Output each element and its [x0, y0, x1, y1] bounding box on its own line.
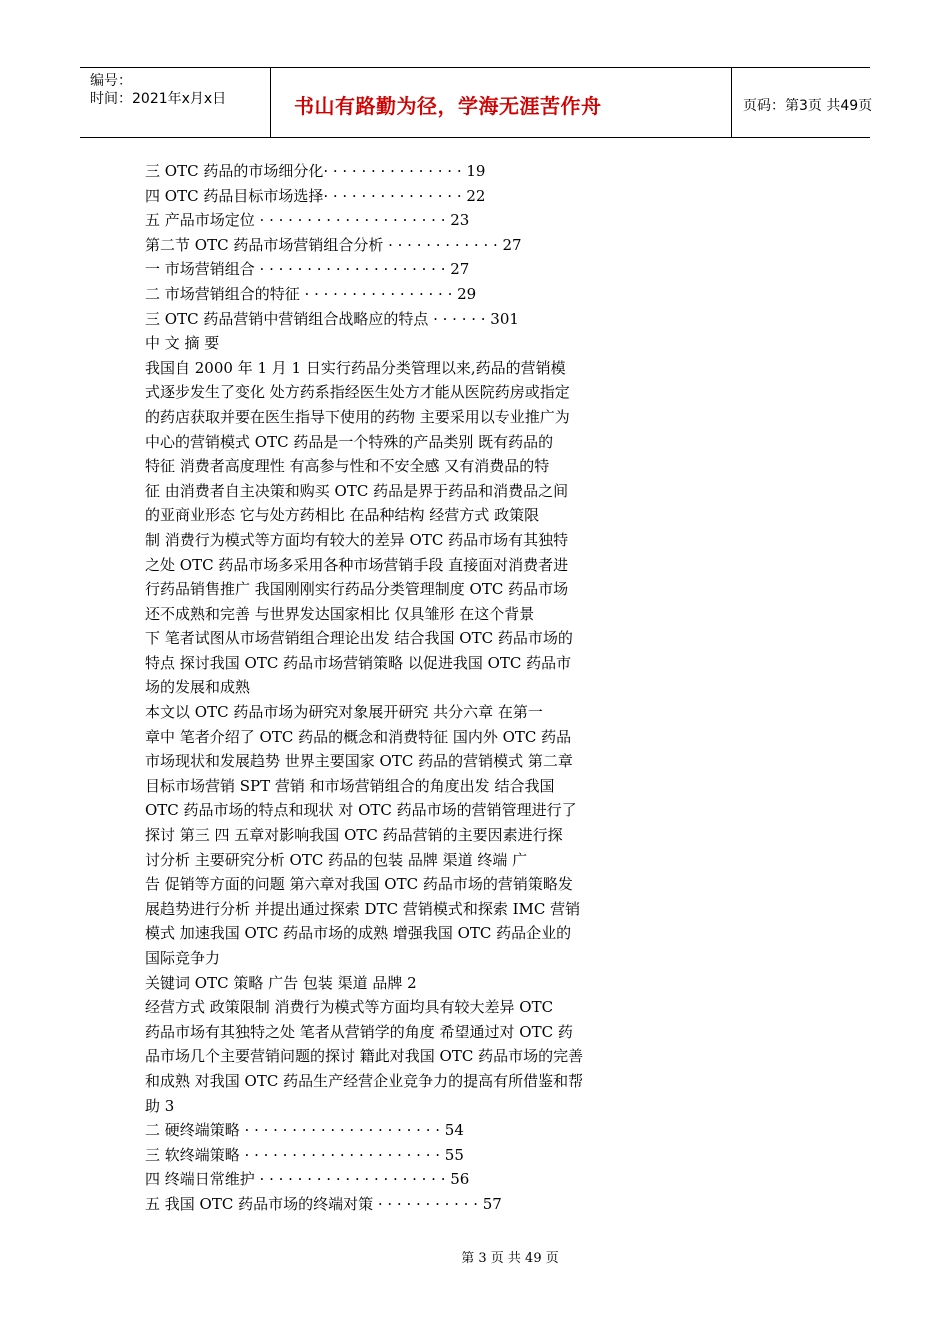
text-line: 四 OTC 药品目标市场选择· · · · · · · · · · · · · · · 22 [145, 186, 486, 205]
text-line: 行药品销售推广 我国刚刚实行药品分类管理制度 OTC 药品市场 [145, 580, 569, 599]
text-line: 第二节 OTC 药品市场营销组合分析 · · · · · · · · · · · · 27 [145, 235, 522, 254]
text-line: 之处 OTC 药品市场多采用各种市场营销手段 直接面对消费者进 [145, 555, 569, 574]
text-line: 一 市场营销组合 · · · · · · · · · · · · · · · · · · · · 27 [145, 260, 470, 279]
page-footer [0, 1247, 950, 1266]
header-motto: 书山有路勤为径，学海无涯苦作舟 [294, 94, 602, 118]
text-line: 模式 加速我国 OTC 药品市场的成熟 增强我国 OTC 药品企业的 [145, 924, 572, 943]
text-line: 二 市场营销组合的特征 · · · · · · · · · · · · · · · · 29 [145, 284, 477, 303]
text-line: 品市场几个主要营销问题的探讨 籍此对我国 OTC 药品市场的完善 [145, 1047, 584, 1066]
text-line: 五 产品市场定位 · · · · · · · · · · · · · · · · · · · · 23 [145, 211, 470, 230]
text-line: 还不成熟和完善 与世界发达国家相比 仅具雏形 在这个背景 [145, 604, 535, 623]
text-line: 我国自 2000 年 1 月 1 日实行药品分类管理以来,药品的营销模 [145, 358, 566, 377]
text-line: 征 由消费者自主决策和购买 OTC 药品是界于药品和消费品之间 [145, 481, 569, 500]
text-line: 助 3 [145, 1096, 175, 1115]
text-line: 的亚商业形态 它与处方药相比 在品种结构 经营方式 政策限 [145, 506, 540, 525]
text-line: 式逐步发生了变化 处方药系指经医生处方才能从医院药房或指定 [145, 383, 570, 402]
text-line: 三 OTC 药品的市场细分化· · · · · · · · · · · · · · · 19 [145, 162, 486, 180]
text-line: 目标市场营销 SPT 营销 和市场营销组合的角度出发 结合我国 [145, 776, 555, 795]
header-page-info: 页码：第3页 共49页 [743, 98, 873, 114]
text-line: 国际竞争力 [145, 949, 221, 967]
text-line: 制 消费行为模式等方面均有较大的差异 OTC 药品市场有其独特 [145, 530, 569, 549]
document-body [145, 159, 645, 1217]
text-line: 特点 探讨我国 OTC 药品市场营销策略 以促进我国 OTC 药品市 [145, 653, 572, 672]
header-motto-cell [270, 68, 732, 137]
text-line: 市场现状和发展趋势 世界主要国家 OTC 药品的营销模式 第二章 [145, 752, 573, 771]
text-line: 三 OTC 药品营销中营销组合战略应的特点 · · · · · · 301 [145, 309, 519, 328]
text-line: 场的发展和成熟 [145, 678, 251, 697]
serial-label: 编号： [90, 73, 132, 89]
text-line: 四 终端日常维护 · · · · · · · · · · · · · · · · · · · · 56 [145, 1170, 470, 1189]
text-line: 二 硬终端策略 · · · · · · · · · · · · · · · · · · · · · 54 [145, 1121, 464, 1140]
text-line: 本文以 OTC 药品市场为研究对象展开研究 共分六章 在第一 [145, 703, 543, 722]
text-line: 探讨 第三 四 五章对影响我国 OTC 药品营销的主要因素进行探 [145, 826, 563, 845]
time-label: 时间：2021年x月x日 [90, 91, 227, 107]
text-line: 下 笔者试图从市场营销组合理论出发 结合我国 OTC 药品市场的 [145, 629, 573, 648]
page-header [80, 67, 873, 138]
text-line: 章中 笔者介绍了 OTC 药品的概念和消费特征 国内外 OTC 药品 [145, 727, 572, 746]
text-line: 关键词 OTC 策略 广告 包装 渠道 品牌 2 [145, 973, 417, 992]
text-line: 告 促销等方面的问题 第六章对我国 OTC 药品市场的营销策略发 [145, 875, 573, 894]
header-meta-cell [80, 68, 271, 137]
header-page-cell [731, 68, 873, 137]
text-line: 讨分析 主要研究分析 OTC 药品的包装 品牌 渠道 终端 广 [145, 850, 528, 869]
text-line: 经营方式 政策限制 消费行为模式等方面均具有较大差异 OTC [145, 998, 554, 1017]
footer-page-number: 第 3 页 共 49 页 [461, 1251, 559, 1266]
text-line: OTC 药品市场的特点和现状 对 OTC 药品市场的营销管理进行了 [145, 801, 577, 820]
text-line: 中 文 摘 要 [145, 334, 220, 353]
text-line: 展趋势进行分析 并提出通过探索 DTC 营销模式和探索 IMC 营销 [145, 899, 581, 918]
text-line: 的药店获取并要在医生指导下使用的药物 主要采用以专业推广为 [145, 407, 570, 426]
text-line: 和成熟 对我国 OTC 药品生产经营企业竞争力的提高有所借鉴和帮 [145, 1071, 584, 1090]
text-line: 中心的营销模式 OTC 药品是一个特殊的产品类别 既有药品的 [145, 432, 554, 451]
text-line: 药品市场有其独特之处 笔者从营销学的角度 希望通过对 OTC 药 [145, 1022, 573, 1041]
text-line: 五 我国 OTC 药品市场的终端对策 · · · · · · · · · · · 57 [145, 1194, 502, 1213]
text-line: 三 软终端策略 · · · · · · · · · · · · · · · · · · · · · 55 [145, 1145, 464, 1164]
text-line: 特征 消费者高度理性 有高参与性和不安全感 又有消费品的特 [145, 457, 550, 476]
